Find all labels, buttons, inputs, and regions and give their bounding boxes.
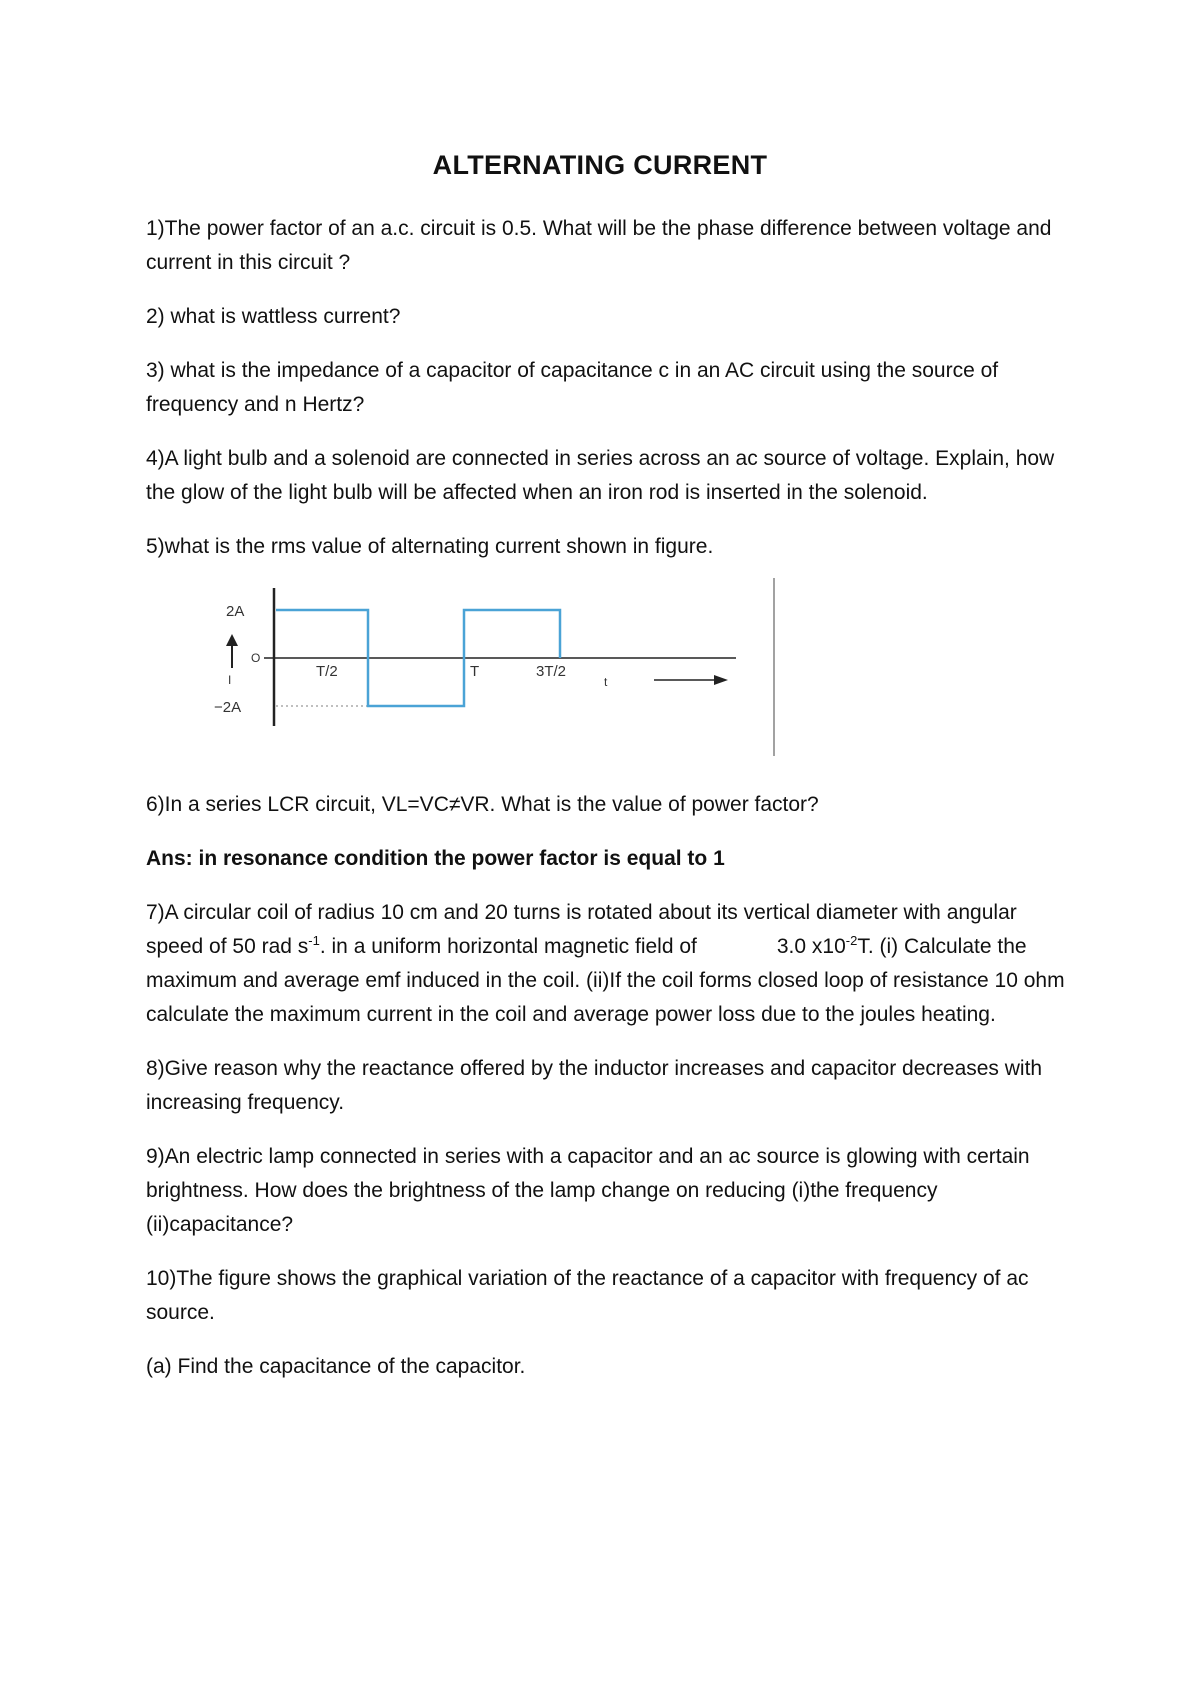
question-6: 6)In a series LCR circuit, VL=VC≠VR. What is the value of power factor?: [146, 793, 819, 816]
page-title: ALTERNATING CURRENT: [432, 150, 768, 180]
label-2a: 2A: [226, 603, 245, 620]
label-current: I: [228, 673, 232, 687]
question-7-part-2: . in a uniform horizontal magnetic field of: [319, 935, 697, 958]
current-arrow-head: [226, 634, 238, 646]
question-3: 3) what is the impedance of a capacitor of capacitance c in an AC circuit using the source of frequency and n Hertz?: [146, 359, 999, 416]
question-7-sup-1: -1: [308, 933, 320, 948]
question-5: 5)what is the rms value of alternating current shown in figure.: [146, 535, 714, 558]
label-three-t-half: 3T/2: [536, 663, 567, 680]
answer-6: Ans: in resonance condition the power factor is equal to 1: [146, 847, 725, 870]
question-8: 8)Give reason why the reactance offered by the inductor increases and capacitor decreases with increasing frequency.: [146, 1057, 1043, 1114]
question-1: 1)The power factor of an a.c. circuit is 0.5. What will be the phase difference between voltage and current in this circuit ?: [146, 217, 1052, 274]
question-list: [146, 212, 1066, 1404]
label-origin: O: [251, 651, 261, 665]
square-wave-figure: [206, 576, 906, 762]
question-9: 9)An electric lamp connected in series with a capacitor and an ac source is glowing with certain brightness. How does the brightness of the lamp change on reducing (i)the frequency (ii)capacitance?: [146, 1145, 1030, 1236]
label-time: t: [604, 675, 608, 689]
question-7-part-3: 3.0 x10: [776, 935, 846, 958]
question-10a: (a) Find the capacitance of the capacitor.: [146, 1355, 526, 1378]
question-2: 2) what is wattless current?: [146, 305, 401, 328]
question-7: [146, 896, 1066, 1032]
question-7-part-1: 7)A circular coil of radius 10 cm and 20 turns is rotated about its vertical diameter with angular speed of 50 rad s: [146, 901, 1017, 958]
question-7-sup-2: -2: [845, 933, 858, 948]
label-t: T: [470, 663, 480, 680]
question-7-part-4: T. (i) Calculate the maximum and average emf induced in the coil. (ii)If the coil forms closed loop of resistance 10 ohm calculate the maximum current in the coil and average power loss due to the joules heating.: [146, 935, 1065, 1026]
question-4: 4)A light bulb and a solenoid are connected in series across an ac source of voltage. Explain, how the glow of the light bulb will be affected when an iron rod is inserted in the solenoid.: [146, 447, 1055, 504]
square-wave-diagram: [206, 576, 906, 762]
question-10: 10)The figure shows the graphical variation of the reactance of a capacitor with frequency of ac source.: [146, 1267, 1029, 1324]
label-minus-2a: −2A: [214, 699, 242, 716]
label-t-half: T/2: [316, 663, 338, 680]
time-arrow-head: [714, 675, 728, 685]
